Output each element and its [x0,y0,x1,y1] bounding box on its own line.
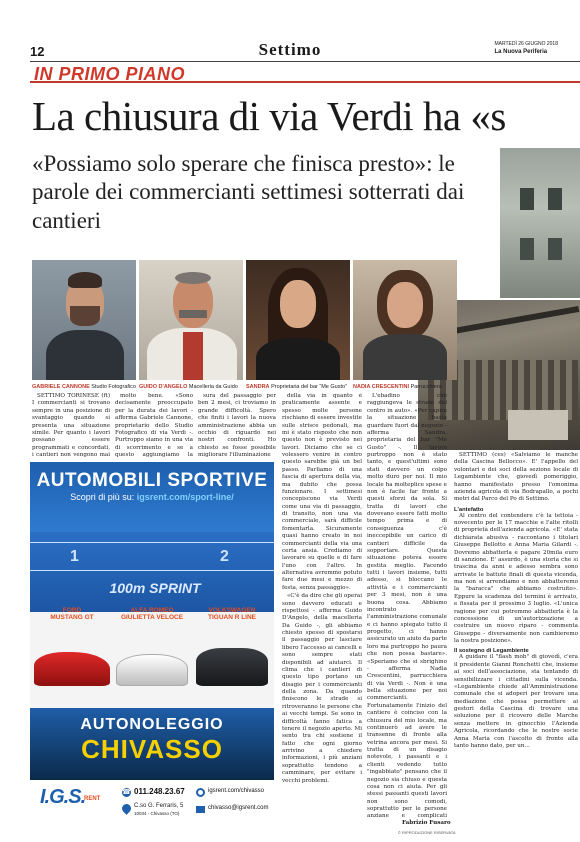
car-vw-image [196,648,268,686]
ad-line-2: CHIVASSO [81,734,223,764]
ad-address-line: C.so G. Ferraris, 5 [134,803,184,809]
track-label: 100m SPRINT [109,580,201,596]
track-graphic: 1 2 100m SPRINT [30,532,274,612]
ad-subtitle[interactable] [30,492,274,502]
caption-guido [139,384,238,390]
caption-gabriele [32,384,136,390]
car-model: MUSTANG GT [50,614,94,622]
article-paragraph: SETTIMO TORINESE (ft) I commercianti si trovano sempre in una posizione di svantaggio quando si presenta una situazione simile. Per quanto i lavori possano essere programmati e concordati, i cantieri non vengono mai [32,393,110,458]
sidebar-paragraph: Al centro del contendere c'è la tettoia - novecento per le 17 macchie e l'alte ritolli di proprietà dell'azienda agricola. «E' stata dichiarata abusiva - raccontano i titolari Giuseppe Bellotto e Anna Maria Gilardi -. Dovremo abbatterla e pagare 20mila euro di sanzione. E' assurdo, è una storia che si trascina da anni e adesso sembra sono arrivate le battute finali di questa vicenda, ma non si arrendiamo e non abbatteremo la "baracca" che abbiamo costruito». Eppure la scadenza del termini è arrivato, e fissata per il prossimo 3 luglio. «L'unica ragione per cui potremmo abbatterla è la concessione di un'autorizzazione a costruire un nuovo riparo - commenta Giuseppe - diversamente non cambieremo la nostra posizione». [454,512,578,644]
caption-name: NADIA CRESCENTINI [353,384,410,390]
subheadline: «Possiamo solo sperare che finisca presto»: le parole dei commercianti settimesi sotterrati dai cantieri [32,151,465,233]
sidebar-paragraph: A guidare il "flash mob" di giovedì, c'era il presidente Gianni Ronchetti che, insieme ai soci dell'associazione, sta tentando di sensibilizzare i cittadini sulla vicenda. «Legambiente chiede all'Amministrazione comunale che si adoperi per trovare una mediazione che possa permettere ai gestori della Cascina di trovare una soluzione per il ricovero delle Marche senza mettere in ginocchio l'Azienda Agricola, ricordando che le nostre socie Anna Maria con l'ascolto di fronte alla tanto hanno dato, per un... [454,654,578,749]
photo-sandra [246,260,350,380]
sidebar-heading-1: L'antefatto [454,506,484,513]
headline: La chiusura di via Verdi ha «s [32,93,506,139]
sidebar-heading-2: Il sostegno di Legambiente [454,648,529,655]
car-model: TIGUAN R LINE [207,614,257,622]
car-brand: ALFA ROMEO [130,607,174,614]
article-col-4 [282,393,362,835]
web-icon [196,788,205,797]
article-paragraph: L'ebadino che raggiungeva le strade del centro in auto». «Per capire la situazione basta guardare fuori dal negozio - afferma Sandra, proprietaria del bar "Me Gusto" -. Il lavoro purtroppo non è stato tanto, e quest'ultimi sono stati davvero un colpo molto duro per noi. Il mio locale ha molteplice spese e non è facile far fronte a questi sforzi da sola. Si tratta di lavori che dovevano essere fatti molto tempo prima e di conseguenza c'è ineccepibile un carico di cantieri difficile da sopportare. Questa situazione poteva essere gestita meglio. Facendo tutti i lavori insieme, tutti adesso, si bloccano le attività e i commercianti per 3 mesi, non è una buona cosa. Abbiamo incontrato l'amministrazione comunale e ci hanno spiegato tutto il progetto, ci hanno assicurato un aiuto da parte loro ma purtroppo ho paura che non possa bastare». «Speriamo che si sbrighino - afferma Nadia Crescentini, parrucchiera di via Verdi -. Non è una bella situazione per noi commercianti. Fortunatamente l'inizio del cantiere è coinciso con la chiusura del mio locale, ma continuerò ad avere le transenne di fronte alla vetrina ancora per mesi. Si tratta di un disagio notevole, i passanti e i clienti vedendo tutto "ingabbiato" pensano che il negozio sia chiuso e questa cosa non ci aiuta. Per gli stessi passanti questi lavori non sono comodi, soprattutto per le persone anziane e complicati [367,393,447,818]
article-paragraph: molto bene. «Sono decisamente preoccupato per la durata dei lavori - afferma Gabriele Cannone, proprietario dello Studio Fotografico di via Verdi -. Purtroppo siamo in una via di scorrimento e se a questo aggiungiamo la [115,393,193,458]
igs-logo-sub: RENT [84,796,101,802]
ad-phone[interactable]: 011.248.23.67 [134,787,185,796]
photo-guido-dangelo [139,260,243,380]
car-label-vw [196,607,268,622]
caption-role: Studio Fotografico [91,384,136,390]
phone-icon: ☎ [122,788,131,796]
caption-name: GUIDO D'ANGELO [139,384,188,390]
car-model: GIULIETTA VELOCE [120,614,184,622]
masthead-title: Settimo [258,40,322,59]
date-text: MARTEDÌ 26 GIUGNO 2018 [494,41,558,47]
ad-address-line: 10034 - Chivasso (TO) [134,810,180,816]
publisher-name: La Nuova Periferia [494,48,548,55]
caption-role: Parrucchiera [410,384,442,390]
caption-name: SANDRA [246,384,270,390]
article-col-5 [367,393,447,818]
ad-web[interactable]: igsrent.com/chivasso [208,788,265,794]
car-brand: FORD [62,607,82,614]
ad-address [134,803,183,817]
ad-email[interactable]: chivasso@igsrent.com [208,805,269,811]
top-rule [30,61,580,62]
email-icon [196,806,205,813]
page-number: 12 [30,44,45,59]
car-label-ford [36,607,108,622]
ad-sub-prefix: Scopri di più su: [70,492,135,502]
caption-role: Proprietaria del bar “Me Gusto” [271,384,347,390]
caption-role: Macelleria da Guido [188,384,238,390]
article-col-3 [198,393,276,459]
car-brand: VOLKSWAGEN [208,607,256,614]
caption-nadia [353,384,442,390]
article-paragraph: «C'è da dire che gli operai sono davvero educati e rispettosi - afferma Guido D'Angelo, della macelleria Da Guido -, gli abbiamo chiesto spesso di spostarsi il passaggio per lasciare libero l'accesso ai cancelli e sono sempre stati disponibili ad aiutarci. Il clima che i cantieri di questo tipo portano un disagio per i commercianti della zona. Da quando finiscono le strade si ritroveranno le persone che ai vecchi tempi. Se sono in difficoltà fanno fatica a tenere il negozio aperto. Mi sento tra chi sostiene il fatto che ogni giorno arrivino a chiedere informazioni, i più anziani soprattutto tendono a camminare, per evitare i vecchi problemi. [282,593,362,784]
advertisement[interactable] [30,462,274,842]
igs-logo: I.G.S. [40,786,86,808]
photo-nadia-crescentini [353,260,457,380]
ad-title: AUTOMOBILI SPORTIVE [36,470,268,491]
article-col-2 [115,393,193,459]
copyright-note: © RIPRODUZIONE RISERVATA [398,830,456,835]
caption-sandra [246,384,347,390]
car-label-alfa [116,607,188,622]
photo-gabriele-cannone [32,260,136,380]
ad-line-1: AUTONOLEGGIO [80,716,224,733]
issue-date [494,41,558,56]
article-col-1 [32,393,110,459]
article-paragraph: sura del passaggio per ben 2 mesi, ci troviamo in grande difficoltà. Spero che finiti i lavori la nuova amministrazione abbia un occhio di riguardo nei nostri confronti. Ho chiesto se fosse possibile migliorare l'illuminazione [198,393,276,458]
ad-sub-url[interactable]: igsrent.com/sport-line/ [136,492,234,502]
article-paragraph: della via in quanto è praticamente assente e spesso molte persone rischiano di essere investite sulle strisce pedonali, ma mi è stato risposto che non questo non è previsto nei lavori. Diciamo che se ci volessero venire in contro questo sarebbe già un bel passo. Parliamo di una fascia di apertura della via, ma dubito che possa funzionare. I settimesi concepiscono via Verdi come una via di passaggio, di transito, non una via commerciale, sarà difficile fomentarla. Sicuramente quasi hanno creato in noi commercianti della via una certa ansia. Crediamo di lavorare su quelle e di fare l'uno con l'altro. In alternativa avremmo potuto fare due mesi e mezzo di festa, senza passaggio». [282,393,362,591]
car-ford-image [34,652,110,686]
caption-name: GABRIELE CANNONE [32,384,90,390]
sidebar-lead: SETTIMO (ces) «Salviamo le manche della Cascina Bellocco». E' l'appello del volontari e dei soci della sezione locale di Legambiente che, giovedì pomeriggio, hanno manifestato presso l'omonima azienda agricola di via Bodrapallo, a pochi metri dal Parco del Po di Settimo. [454,452,578,503]
article-signature: Fabrizio Fusaro [402,820,451,826]
car-alfa-image [116,654,188,686]
building-photo [500,148,580,298]
section-label: IN PRIMO PIANO [34,64,186,84]
sidebar-article [454,452,578,837]
